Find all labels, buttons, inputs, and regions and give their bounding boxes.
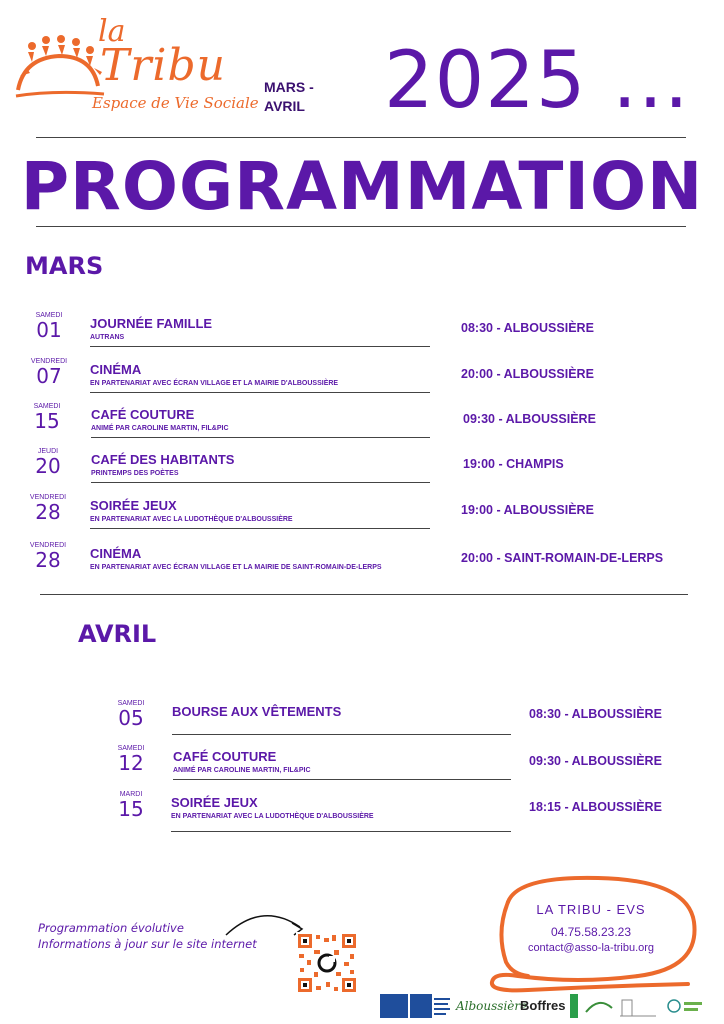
logo-tribu-text: Tribu <box>100 40 226 91</box>
event-subtitle: AUTRANS <box>90 334 125 341</box>
footer-note-line2: Informations à jour sur le site internet <box>38 937 257 951</box>
divider <box>40 594 688 595</box>
event-underline <box>91 482 430 483</box>
event-day: 28 <box>35 500 61 524</box>
contact-phone[interactable]: 04.75.58.23.23 <box>550 925 632 939</box>
msa-tagline-icon <box>434 994 452 1018</box>
event-weekday: JEUDI <box>37 448 59 455</box>
qr-code-icon[interactable] <box>296 932 358 994</box>
event-name: CAFÉ COUTURE <box>173 749 277 764</box>
event-day: 20 <box>35 454 61 478</box>
event-weekday: VENDREDI <box>30 358 68 365</box>
contact-title: LA TRIBU - EVS <box>536 902 646 917</box>
event-name: JOURNÉE FAMILLE <box>90 316 213 331</box>
event-weekday: SAMEDI <box>117 700 145 707</box>
event-weekday: SAMEDI <box>35 312 63 319</box>
boffres-mark-icon <box>570 994 578 1018</box>
logo-subtitle: Espace de Vie Sociale <box>92 94 259 112</box>
event-time-place: 20:00 - ALBOUSSIÈRE <box>461 367 594 381</box>
champis-logo-icon <box>584 994 614 1018</box>
event-subtitle: ANIMÉ PAR CAROLINE MARTIN, FIL&PIC <box>173 767 311 774</box>
event-subtitle: EN PARTENARIAT AVEC ÉCRAN VILLAGE ET LA MAIRIE DE SAINT-ROMAIN-DE-LERPS <box>90 564 382 571</box>
divider <box>36 226 686 227</box>
event-subtitle: EN PARTENARIAT AVEC LA LUDOTHÈQUE D'ALBOUSSIÈRE <box>90 516 293 523</box>
month-heading-mars: MARS <box>25 252 104 280</box>
event-time-place: 20:00 - SAINT-ROMAIN-DE-LERPS <box>461 551 664 565</box>
event-underline <box>173 779 511 780</box>
divider <box>36 137 686 138</box>
event-subtitle: EN PARTENARIAT AVEC LA LUDOTHÈQUE D'ALBOUSSIÈRE <box>171 813 374 820</box>
alboussiere-logo: Alboussière <box>456 999 528 1013</box>
event-day: 15 <box>34 409 60 433</box>
event-weekday: SAMEDI <box>33 403 61 410</box>
event-subtitle: PRINTEMPS DES POÈTES <box>91 470 179 477</box>
period-label <box>264 78 334 116</box>
event-name: CINÉMA <box>90 546 142 561</box>
event-day: 05 <box>118 706 144 730</box>
saint-romain-logo-icon <box>618 994 658 1018</box>
event-time-place: 18:15 - ALBOUSSIÈRE <box>529 800 662 814</box>
event-day: 15 <box>118 797 144 821</box>
commune-logo-icon <box>664 994 704 1018</box>
event-day: 07 <box>36 364 62 388</box>
logo-la-text: la <box>98 14 126 49</box>
event-time-place: 08:30 - ALBOUSSIÈRE <box>461 321 594 335</box>
event-day: 28 <box>35 548 61 572</box>
event-weekday: MARDI <box>119 791 143 798</box>
event-name: SOIRÉE JEUX <box>171 795 258 810</box>
event-time-place: 09:30 - ALBOUSSIÈRE <box>463 412 596 426</box>
event-name: SOIRÉE JEUX <box>90 498 177 513</box>
event-time-place: 19:00 - ALBOUSSIÈRE <box>461 503 594 517</box>
event-underline <box>90 346 430 347</box>
event-weekday: SAMEDI <box>117 745 145 752</box>
year-heading: 2025 ... <box>384 36 690 126</box>
event-time-place: 09:30 - ALBOUSSIÈRE <box>529 754 662 768</box>
event-underline <box>90 528 430 529</box>
footer-note-line1: Programmation évolutive <box>38 921 184 935</box>
month-heading-avril: AVRIL <box>78 620 157 648</box>
msa-logo-icon <box>410 994 432 1018</box>
period-line1: MARS - <box>264 79 314 95</box>
event-time-place: 08:30 - ALBOUSSIÈRE <box>529 707 662 721</box>
event-underline <box>90 392 430 393</box>
event-underline <box>172 734 511 735</box>
event-underline <box>91 437 430 438</box>
event-name: CINÉMA <box>90 362 142 377</box>
event-subtitle: EN PARTENARIAT AVEC ÉCRAN VILLAGE ET LA MAIRIE D'ALBOUSSIÈRE <box>90 380 339 387</box>
event-day: 12 <box>118 751 144 775</box>
event-day: 01 <box>36 318 62 342</box>
event-name: CAFÉ DES HABITANTS <box>91 452 235 467</box>
event-name: CAFÉ COUTURE <box>91 407 195 422</box>
contact-email[interactable]: contact@asso-la-tribu.org <box>527 942 655 954</box>
event-subtitle: ANIMÉ PAR CAROLINE MARTIN, FIL&PIC <box>91 425 229 432</box>
boffres-logo: Boffres <box>520 998 566 1013</box>
period-line2: AVRIL <box>264 98 305 114</box>
event-name: BOURSE AUX VÊTEMENTS <box>172 704 342 719</box>
caf-logo-icon <box>380 994 408 1018</box>
event-weekday: VENDREDI <box>29 494 67 501</box>
event-time-place: 19:00 - CHAMPIS <box>463 457 564 471</box>
event-underline <box>171 831 511 832</box>
page-title: PROGRAMMATION <box>20 148 704 225</box>
event-weekday: VENDREDI <box>29 542 67 549</box>
